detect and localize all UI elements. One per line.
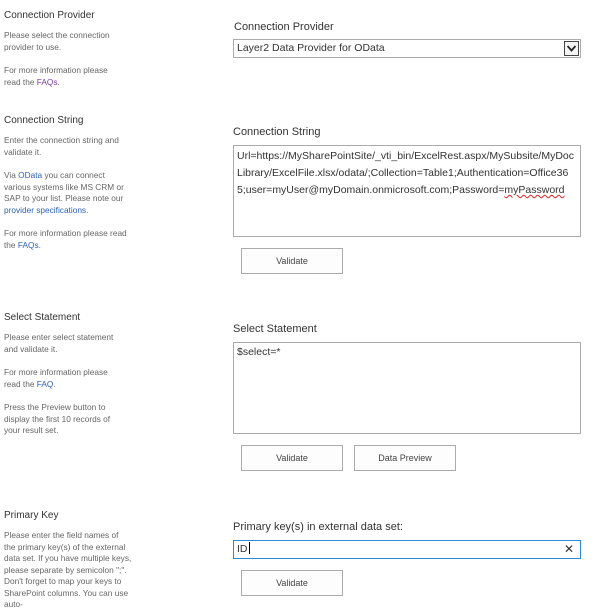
primary-key-input[interactable] xyxy=(233,540,581,559)
select-statement-value: $select=* xyxy=(237,346,281,358)
connection-string-desc-1: Enter the connection string and validate it. xyxy=(4,135,119,157)
connection-string-value: Url=https://MySharePointSite/_vti_bin/ExcelRest.aspx/MySubsite/MyDocLibrary/ExcelFile.xlsx/odata/;Collection=Table1;Authentication=Office365;user=myUser@myDomain.onmicrosoft.com;Password= xyxy=(237,150,575,196)
select-statement-desc-2 xyxy=(4,367,126,390)
connection-provider-desc-1: Please select the connection provider to use. xyxy=(4,30,110,52)
connection-provider-description xyxy=(4,30,126,88)
connection-provider-selected-value: Layer2 Data Provider for OData xyxy=(237,42,385,54)
select-statement-section-title: Select Statement xyxy=(4,312,81,323)
select-statement-desc-3: Press the Preview button to display the first 10 records of your result set. xyxy=(4,402,111,435)
select-statement-textarea[interactable] xyxy=(233,342,581,434)
text-caret xyxy=(249,542,250,554)
connection-provider-label: Connection Provider xyxy=(234,21,334,33)
connection-string-description xyxy=(4,135,132,251)
odata-link[interactable]: OData xyxy=(18,170,43,180)
faq-link[interactable]: FAQ xyxy=(36,378,54,389)
primary-key-value: ID xyxy=(237,543,248,555)
validate-connection-button[interactable]: Validate xyxy=(241,248,343,274)
desc-text: For more information please read the xyxy=(4,65,108,87)
misspelled-password: myPassword xyxy=(504,184,565,196)
chevron-down-icon[interactable] xyxy=(564,41,579,56)
select-statement-label: Select Statement xyxy=(233,323,317,335)
data-preview-button[interactable]: Data Preview xyxy=(354,445,456,471)
select-statement-desc-1: Please enter select statement and validate it. xyxy=(4,332,114,354)
provider-specifications-link[interactable]: provider specifications xyxy=(4,204,87,215)
connection-string-section-title: Connection String xyxy=(4,115,84,126)
connection-string-desc-3 xyxy=(4,228,132,251)
connection-provider-select[interactable] xyxy=(233,39,581,58)
primary-key-section-title: Primary Key xyxy=(4,510,59,521)
clear-icon[interactable]: ✕ xyxy=(563,542,574,556)
desc-text: . xyxy=(57,76,60,87)
select-statement-description xyxy=(4,332,126,437)
validate-select-button[interactable]: Validate xyxy=(241,445,343,471)
validate-primary-key-button[interactable]: Validate xyxy=(241,570,343,596)
primary-key-description: Please enter the field names of the primary key(s) of the external data set. If you have multiple keys, please separate by semicolon ";". Don't forget to map your keys to SharePoint columns. You can use auto- xyxy=(4,530,132,609)
faqs-link[interactable]: FAQs xyxy=(36,76,58,87)
desc-text: Via xyxy=(4,170,19,180)
faqs-link[interactable]: FAQs xyxy=(17,239,39,250)
primary-key-label: Primary key(s) in external data set: xyxy=(233,521,403,533)
desc-text: For more information please read the xyxy=(4,367,108,389)
connection-provider-section-title: Connection Provider xyxy=(4,10,95,21)
desc-text: . xyxy=(86,204,89,215)
connection-string-label: Connection String xyxy=(233,126,321,138)
desc-text: you can connect various systems like MS CRM or SAP to your list. Please note our xyxy=(4,170,124,203)
connection-provider-desc-2 xyxy=(4,65,126,88)
connection-string-textarea[interactable] xyxy=(233,145,581,237)
connection-string-desc-2 xyxy=(4,170,132,216)
desc-text: . xyxy=(53,378,56,389)
desc-text: For more information please read the xyxy=(4,228,127,250)
desc-text: . xyxy=(38,239,41,250)
